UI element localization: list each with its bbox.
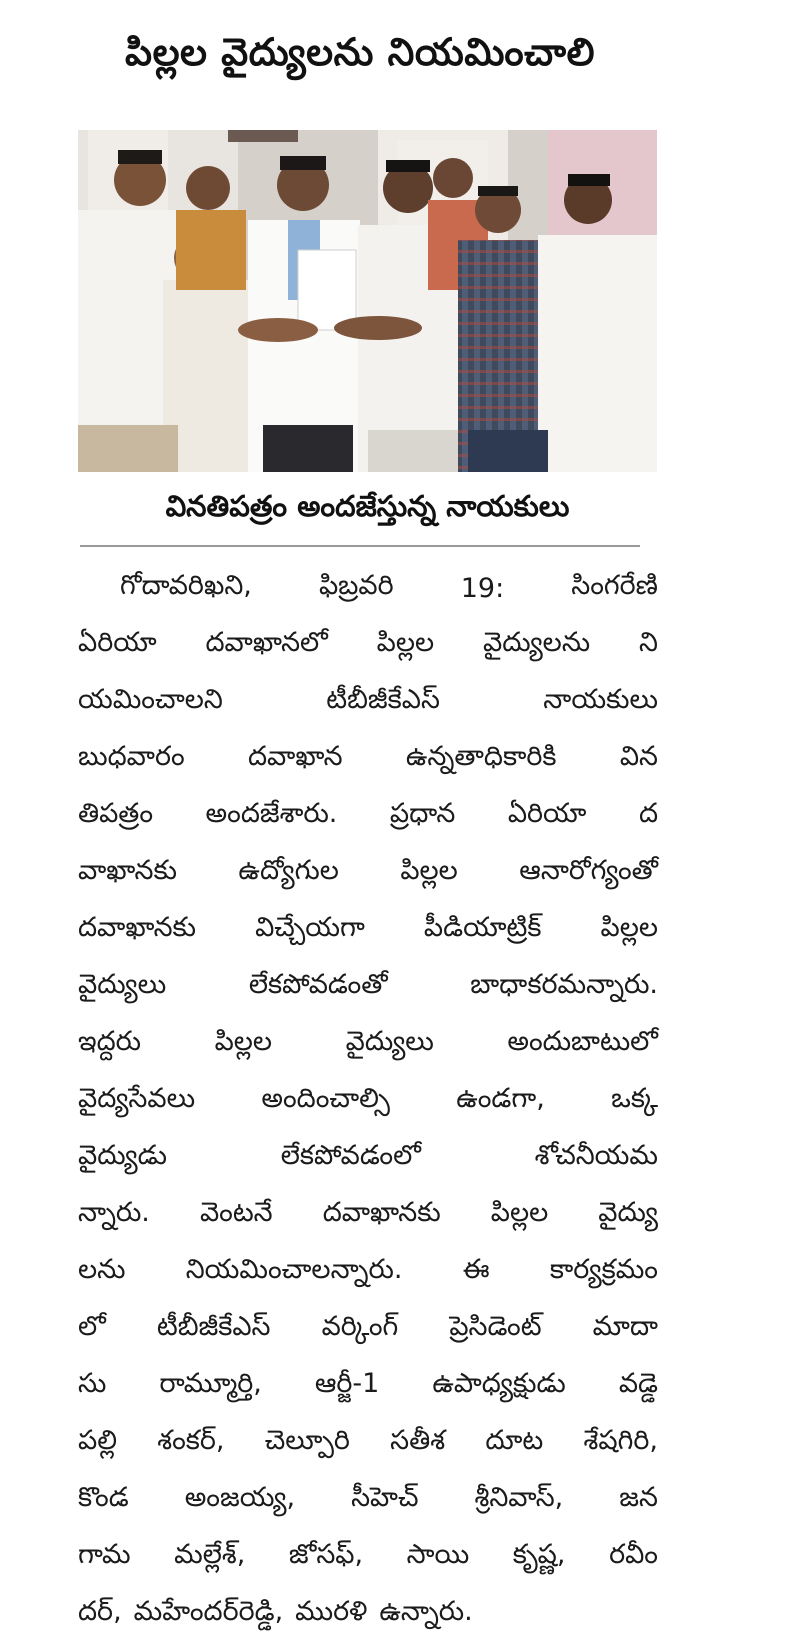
article-word: శోచనీయమ [534,1139,658,1171]
article-word: సింగరేణి [571,569,658,601]
article-line [78,1016,658,1073]
article-line [78,1529,658,1586]
article-word: కృష్ణ, [512,1538,566,1570]
article-word: పిల్లల [600,911,658,943]
article-word: బాధాకరమన్నారు. [470,968,658,1000]
group-photo-illustration [78,130,657,472]
article-word: వడ్డె [618,1367,658,1399]
article-word: ఏరియా [507,797,587,829]
article-word: అంజయ్య, [184,1481,296,1513]
article-line [78,1586,658,1643]
article-word: పిల్లల [214,1025,273,1057]
article-word: రామ్మూర్తి, [159,1367,262,1399]
article-word: విచ్చేయగా [255,911,365,943]
article-word: శేషగిరి, [583,1424,658,1456]
article-word: జన [619,1481,658,1513]
article-word: శ్రీనివాస్, [474,1481,564,1513]
article-word: ఉన్నతాధికారికి [405,740,557,772]
article-word: వాఖానకు [78,854,177,886]
article-word: పల్లి [78,1424,117,1456]
article-line [78,1301,658,1358]
article-word: వైద్యుడు [78,1139,167,1171]
article-word: దూట [485,1424,544,1456]
article-word: లేకపోవడంలో [280,1139,421,1171]
article-word: 19: [460,573,505,604]
article-word: ఆనారోగ్యంతో [519,854,658,886]
article-word: సు [78,1367,107,1399]
article-line [78,959,658,1016]
article-word: గోదావరిఖని, [120,569,252,601]
article-word: పిల్లల [400,854,458,886]
article-word: రవీం [609,1538,658,1570]
article-word: దర్, [78,1595,122,1627]
article-word: ఉండగా, [456,1082,545,1114]
article-word: పిల్లల [376,626,435,658]
article-word: ఆర్జీ-1 [314,1367,380,1399]
article-word: ప్రధాన [389,797,456,829]
article-line [78,1415,658,1472]
article-word: వైద్యులు [78,968,167,1000]
article-word: బుధవారం [78,740,185,772]
article-word: వైద్యులు [345,1025,434,1057]
article-line [78,1187,658,1244]
article-word: నాయకులు [543,683,658,715]
article-word: వైద్యులను [483,626,591,658]
caption-divider [80,545,640,547]
article-word: యమించాలని [78,683,223,715]
article-word: మాదా [592,1310,658,1342]
article-word: ని [638,626,658,658]
article-word: మహేందర్‌రెడ్డి, [133,1595,284,1627]
article-word: న్నారు. [78,1196,150,1228]
news-photo [78,130,657,472]
article-body [78,560,658,1643]
article-line [78,617,658,674]
article-word: దవాఖానకు [322,1196,441,1228]
article-word: అందుబాటులో [507,1025,658,1057]
article-word: వైద్యు [598,1196,658,1228]
article-word: విన [619,740,658,772]
article-word: గామ [78,1538,131,1570]
article-word: మల్లేశ్, [174,1538,246,1570]
article-word: పీడియాట్రిక్ [423,911,542,943]
article-word: టీబీజీకేఎస్ [326,683,440,715]
article-word: మురళి [295,1595,368,1627]
article-word: అందజేశారు. [205,797,338,829]
article-word: వర్కింగ్ [321,1310,399,1342]
article-word: లేకపోవడంతో [248,968,388,1000]
article-word: కొండ [78,1481,129,1513]
article-word: ప్రెసిడెంట్ [449,1310,542,1342]
article-word: శంకర్, [157,1424,225,1456]
article-word: ఉపాధ్యక్షుడు [432,1367,566,1399]
article-word: కార్యక్రమం [549,1253,658,1285]
article-word: ఫిబ్రవరి [318,569,394,601]
article-word: దవాఖానలో [205,626,328,658]
article-word: ఉన్నారు. [379,1595,473,1627]
article-line [78,731,658,788]
article-word: వెంటనే [199,1196,273,1228]
article-word: దవాఖాన [247,740,343,772]
article-line [78,845,658,902]
article-line [78,788,658,845]
article-line [78,1130,658,1187]
article-word: ఏరియా [78,626,157,658]
article-word: ఇద్దరు [78,1025,142,1057]
headline: పిల్లల వైద్యులను నియమించాలి [125,30,595,74]
article-line [78,560,658,617]
article-line [78,1073,658,1130]
article-word: చెల్పూరి [264,1424,350,1456]
article-word: ద [638,797,658,829]
article-word: లో [78,1310,106,1342]
article-word: ఒక్క [611,1082,658,1114]
article-line [78,674,658,731]
article-line [78,1244,658,1301]
article-word: ఉద్యోగుల [238,854,339,886]
article-word: జోసఫ్, [288,1538,364,1570]
article-word: సాయి [406,1538,470,1570]
article-word: పిల్లల [490,1196,549,1228]
article-word: సతీశ [390,1424,446,1456]
article-word: సీహెచ్ [351,1481,419,1513]
article-word: ఈ [462,1253,490,1285]
article-line [78,1358,658,1415]
article-word: లను [78,1253,126,1285]
article-word: టీబీజీకేఎస్ [156,1310,271,1342]
article-line [78,902,658,959]
article-word: వైద్యసేవలు [78,1082,196,1114]
article-word: దవాఖానకు [78,911,196,943]
article-word: తిపత్రం [78,797,154,829]
article-word: నియమించాలన్నారు. [185,1253,403,1285]
photo-caption: వినతిపత్రం అందజేస్తున్న నాయకులు [165,489,570,523]
article-line [78,1472,658,1529]
article-word: అందించాల్సి [261,1082,390,1114]
